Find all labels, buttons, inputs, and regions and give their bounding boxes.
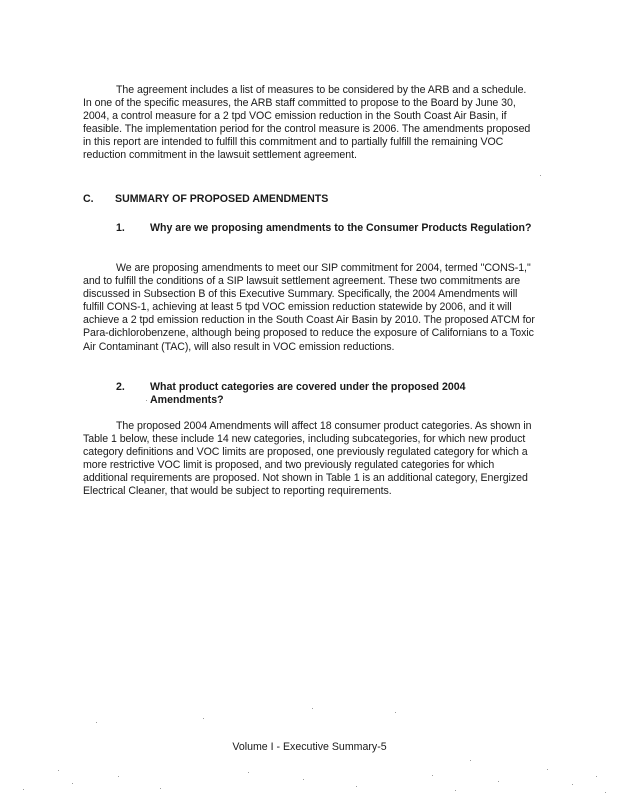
question-1-number: 1. — [116, 222, 125, 234]
section-letter: C. — [83, 193, 94, 205]
question-2-heading — [116, 381, 536, 407]
question-2-number: 2. — [116, 381, 125, 393]
question-1-heading — [116, 222, 536, 235]
paragraph-agreement-measures: The agreement includes a list of measures to be considered by the ARB and a schedule. In one of the specific measures, the ARB staff committed to propose to the Board by June 30, 2004, a control measure for a 2 tpd VOC emission reduction in the South Coast Air Basin, if feasible. The implementation period for the control measure is 2006. The amendments proposed in this report are intended to fulfill this commitment and to partially fulfill the remaining VOC reduction commitment in the lawsuit settlement agreement. — [83, 84, 531, 162]
page-footer: Volume I - Executive Summary-5 — [232, 741, 387, 753]
paragraph-product-categories: The proposed 2004 Amendments will affect 18 consumer product categories. As shown in Table 1 below, these include 14 new categories, including subcategories, for which new product category definitions and VOC limits are proposed, one previously regulated category for which a more restrictive VOC limit is proposed, and two previously regulated categories for which additional requirements are proposed. Not shown in Table 1 is an additional category, Energized Electrical Cleaner, that would be subject to reporting requirements. — [83, 420, 532, 498]
section-title: SUMMARY OF PROPOSED AMENDMENTS — [115, 193, 329, 205]
question-1-text: Why are we proposing amendments to the Consumer Products Regulation? — [150, 222, 532, 234]
question-2-text: What product categories are covered under the proposed 2004 Amendments? — [150, 381, 466, 407]
paragraph-sip-commitment: We are proposing amendments to meet our SIP commitment for 2004, termed "CONS-1," and to fulfill the conditions of a SIP lawsuit settlement agreement. These two commitments are discussed in Subsection B of this Executive Summary. Specifically, the 2004 Amendments will fulfill CONS-1, achieving at least 5 tpd VOC emission reduction statewide by 2006, and it will achieve a 2 tpd emission reduction in the South Coast Air Basin by 2010. The proposed ATCM for Para-dichlorobenzene, although being proposed to reduce the exposure of Californians to a Toxic Air Contaminant (TAC), will also result in VOC emission reductions. — [83, 262, 535, 353]
section-c-heading — [83, 193, 543, 205]
